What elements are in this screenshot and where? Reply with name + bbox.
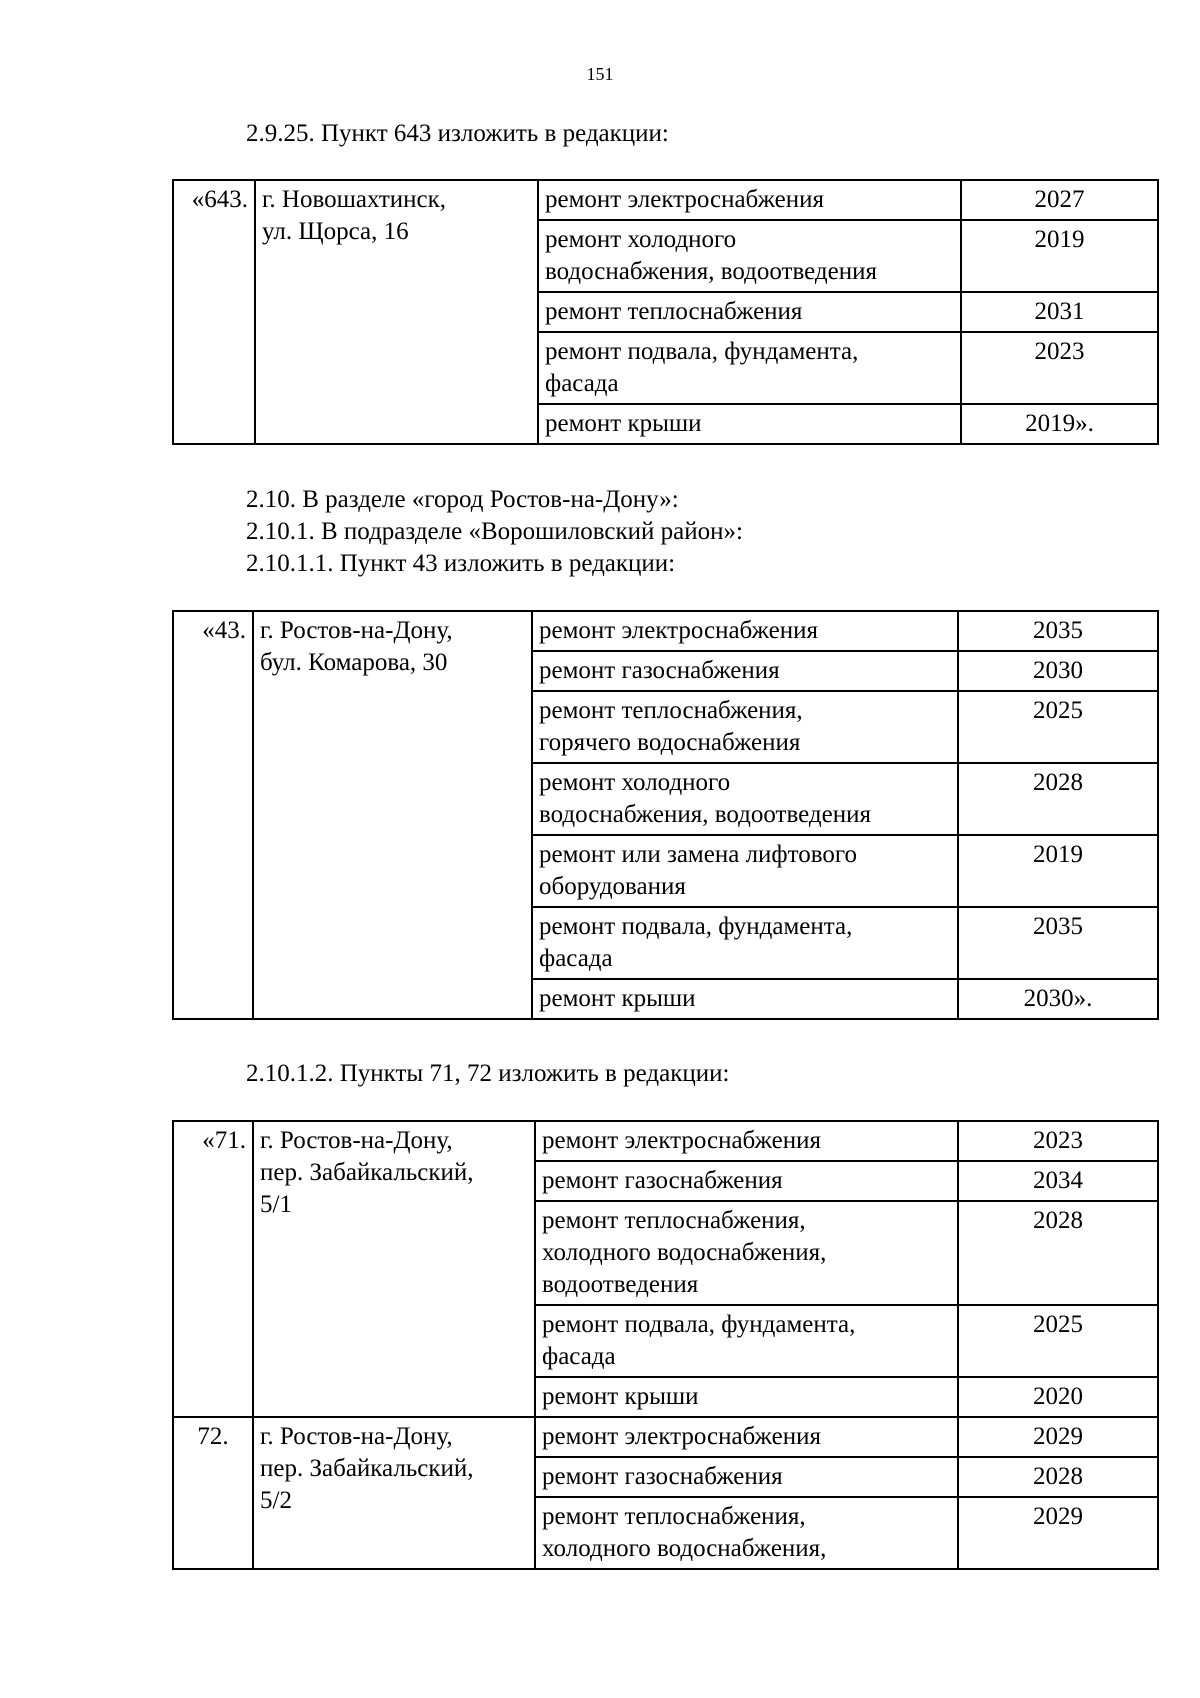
work-text: ремонт электроснабжения — [545, 186, 824, 213]
work-text: ремонт газоснабжения — [539, 657, 780, 684]
year-cell: 2031 — [961, 292, 1158, 332]
year-cell: 2023 — [961, 332, 1158, 404]
table-row — [173, 1417, 1158, 1457]
address-cell — [253, 1121, 535, 1417]
year-cell: 2019 — [958, 835, 1158, 907]
work-type-cell — [535, 1305, 958, 1377]
table-row — [173, 180, 1158, 220]
work-text: ремонт электроснабжения — [542, 1423, 821, 1450]
year-cell: 2028 — [958, 1457, 1158, 1497]
year-cell: 2019 — [961, 220, 1158, 292]
work-type-cell — [535, 1377, 958, 1417]
work-type-cell — [532, 835, 958, 907]
address-line: г. Ростов-на-Дону, — [260, 1423, 453, 1450]
work-text: ремонт подвала, фундамента, — [542, 1311, 856, 1338]
table-items-71-72 — [172, 1120, 1159, 1570]
year-cell: 2028 — [958, 763, 1158, 835]
work-type-cell — [538, 180, 961, 220]
address-line: 5/2 — [260, 1487, 292, 1514]
work-type-cell — [535, 1497, 958, 1569]
address-line: 5/1 — [260, 1191, 292, 1218]
address-line: пер. Забайкальский, — [260, 1455, 474, 1482]
work-text: ремонт крыши — [545, 410, 702, 437]
work-text: холодного водоснабжения, — [542, 1239, 827, 1266]
work-text: ремонт или замена лифтового — [539, 841, 857, 868]
work-text: ремонт теплоснабжения, — [539, 697, 803, 724]
work-text: оборудования — [539, 873, 686, 900]
item-number: «71. — [173, 1121, 253, 1417]
work-text: ремонт теплоснабжения, — [542, 1503, 806, 1530]
work-type-cell — [532, 907, 958, 979]
year-cell: 2028 — [958, 1201, 1158, 1305]
item-number: 72. — [173, 1417, 253, 1569]
year-cell: 2025 — [958, 691, 1158, 763]
work-type-cell — [535, 1417, 958, 1457]
address-cell — [255, 180, 538, 444]
work-text: ремонт газоснабжения — [542, 1463, 783, 1490]
work-text: фасада — [542, 1343, 616, 1370]
address-line: г. Ростов-на-Дону, — [260, 1127, 453, 1154]
work-text: водоснабжения, водоотведения — [539, 801, 871, 828]
work-type-cell — [538, 404, 961, 444]
work-type-cell — [532, 611, 958, 651]
work-text: ремонт холодного — [545, 226, 737, 253]
work-type-cell — [538, 220, 961, 292]
address-line: г. Новошахтинск, — [262, 186, 447, 213]
year-cell: 2034 — [958, 1161, 1158, 1201]
work-type-cell — [535, 1161, 958, 1201]
year-cell: 2020 — [958, 1377, 1158, 1417]
year-cell: 2029 — [958, 1417, 1158, 1457]
work-type-cell — [532, 979, 958, 1019]
address-line: пер. Забайкальский, — [260, 1159, 474, 1186]
work-text: ремонт холодного — [539, 769, 731, 796]
work-text: водоотведения — [542, 1271, 699, 1298]
work-type-cell — [538, 332, 961, 404]
heading-2-10: 2.10. В разделе «город Ростов-на-Дону»: — [246, 486, 679, 513]
address-cell — [253, 1417, 535, 1569]
year-cell: 2025 — [958, 1305, 1158, 1377]
work-text: водоснабжения, водоотведения — [545, 258, 877, 285]
address-line: ул. Щорса, 16 — [262, 218, 409, 245]
item-number: «643. — [173, 180, 255, 444]
work-text: ремонт теплоснабжения, — [542, 1207, 806, 1234]
work-text: ремонт электроснабжения — [542, 1127, 821, 1154]
work-type-cell — [535, 1121, 958, 1161]
work-text: фасада — [539, 945, 613, 972]
work-text: ремонт крыши — [539, 985, 696, 1012]
work-type-cell — [535, 1201, 958, 1305]
address-line: бул. Комарова, 30 — [260, 649, 448, 676]
heading-2-10-1-2: 2.10.1.2. Пункты 71, 72 изложить в редакции: — [246, 1060, 730, 1087]
table-item-43 — [172, 610, 1159, 1020]
item-number: «43. — [173, 611, 253, 1019]
table-row — [173, 1121, 1158, 1161]
work-text: ремонт крыши — [542, 1383, 699, 1410]
work-text: ремонт подвала, фундамента, — [539, 913, 853, 940]
work-type-cell — [532, 763, 958, 835]
year-cell: 2030 — [958, 651, 1158, 691]
work-text: ремонт электроснабжения — [539, 617, 818, 644]
work-text: фасада — [545, 370, 619, 397]
address-cell — [253, 611, 532, 1019]
work-type-cell — [532, 691, 958, 763]
table-item-643 — [172, 179, 1159, 445]
year-cell: 2035 — [958, 611, 1158, 651]
work-text: холодного водоснабжения, — [542, 1535, 827, 1562]
work-text: ремонт газоснабжения — [542, 1167, 783, 1194]
work-text: горячего водоснабжения — [539, 729, 801, 756]
page-number: 151 — [586, 64, 614, 84]
heading-2-10-1: 2.10.1. В подразделе «Ворошиловский район»: — [246, 518, 743, 545]
year-cell: 2023 — [958, 1121, 1158, 1161]
heading-2-9-25: 2.9.25. Пункт 643 изложить в редакции: — [246, 120, 669, 147]
address-line: г. Ростов-на-Дону, — [260, 617, 453, 644]
work-type-cell — [538, 292, 961, 332]
year-cell: 2027 — [961, 180, 1158, 220]
work-text: ремонт подвала, фундамента, — [545, 338, 859, 365]
year-cell: 2029 — [958, 1497, 1158, 1569]
year-cell: 2019». — [961, 404, 1158, 444]
year-cell: 2035 — [958, 907, 1158, 979]
heading-2-10-1-1: 2.10.1.1. Пункт 43 изложить в редакции: — [246, 550, 676, 577]
work-type-cell — [532, 651, 958, 691]
work-type-cell — [535, 1457, 958, 1497]
table-row — [173, 611, 1158, 651]
work-text: ремонт теплоснабжения — [545, 298, 803, 325]
year-cell: 2030». — [958, 979, 1158, 1019]
